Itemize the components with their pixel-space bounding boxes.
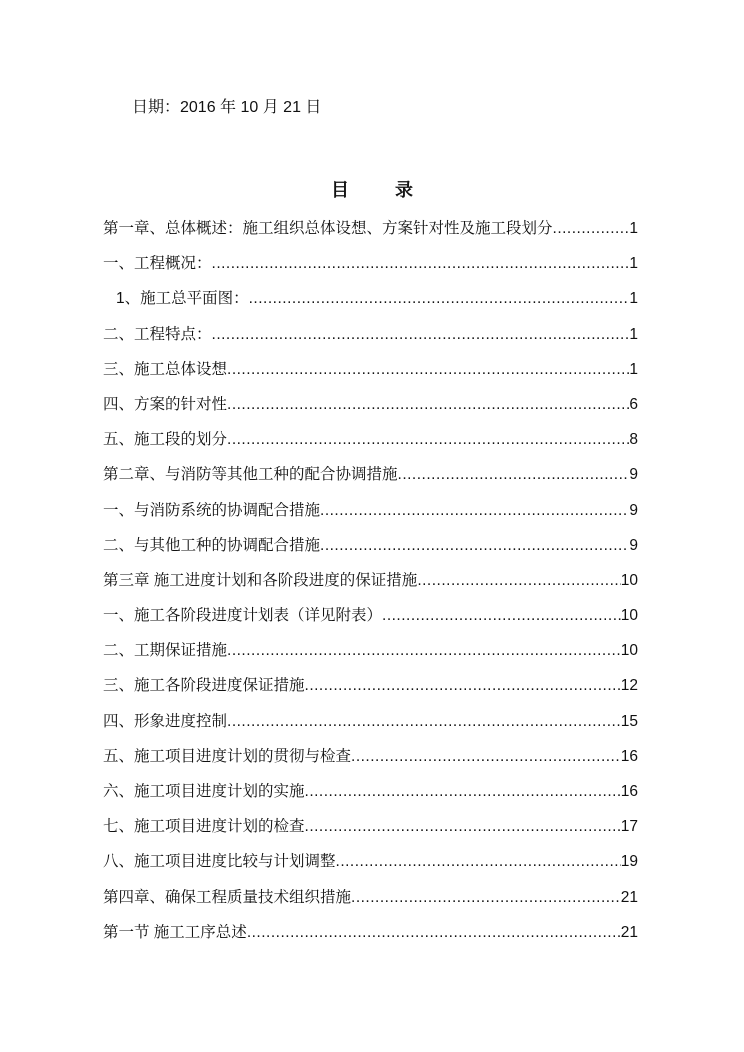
toc-dot-leader: [398, 461, 630, 489]
toc-entry-label: 二、与其他工种的协调配合措施: [103, 536, 321, 554]
toc-entry-label: 1、施工总平面图：: [116, 290, 249, 308]
toc-dot-leader: [351, 884, 621, 912]
toc-entry-page-number: 21: [620, 888, 638, 906]
toc-entry-label: 五、施工段的划分: [103, 431, 228, 449]
toc-entry-page-number: 16: [620, 747, 638, 765]
toc-dot-leader: [212, 250, 630, 278]
toc-entry-label: 第一章、总体概述：施工组织总体设想、方案针对性及施工段划分: [103, 220, 553, 237]
toc-entry-label: 第二章、与消防等其他工种的配合协调措施: [103, 466, 398, 484]
document-date: 日期：2016 年 10 月 21 日: [132, 99, 322, 116]
toc-entry-page-number: 10: [620, 607, 638, 625]
toc-dot-leader: [227, 708, 621, 736]
toc-entry-label: 八、施工项目进度比较与计划调整: [103, 853, 336, 871]
toc-entry[interactable]: [103, 356, 638, 391]
toc-heading-char-2: 录: [395, 180, 413, 200]
toc-dot-leader: [351, 743, 621, 771]
toc-entry-label: 一、与消防系统的协调配合措施: [103, 501, 321, 519]
toc-entry-page-number: 9: [629, 501, 638, 519]
toc-entry-page-number: 1: [629, 290, 638, 308]
toc-entry[interactable]: [103, 637, 638, 672]
toc-entry[interactable]: [103, 321, 638, 356]
toc-dot-leader: [305, 778, 621, 806]
toc-entry-label: 二、工期保证措施: [103, 642, 228, 660]
toc-entry[interactable]: [103, 708, 638, 743]
toc-entry-label: 七、施工项目进度计划的检查: [103, 818, 305, 836]
toc-entry[interactable]: [103, 743, 638, 778]
toc-entry[interactable]: [103, 461, 638, 496]
toc-entry-label: 三、施工总体设想: [103, 360, 228, 378]
toc-dot-leader: [227, 426, 629, 454]
toc-dot-leader: [553, 215, 630, 243]
toc-entry-page-number: 8: [629, 431, 638, 449]
toc-entry-page-number: 1: [629, 360, 638, 378]
toc-dot-leader: [336, 848, 621, 876]
toc-entry[interactable]: [103, 567, 638, 602]
toc-entry[interactable]: [103, 884, 638, 919]
toc-entry[interactable]: [103, 532, 638, 567]
toc-entry-label: 一、施工各阶段进度计划表（详见附表）: [103, 607, 383, 625]
toc-entry-page-number: 1: [629, 220, 638, 237]
toc-entry-page-number: 1: [629, 325, 638, 343]
toc-entry-label: 四、方案的针对性: [103, 395, 228, 413]
toc-entry[interactable]: [103, 919, 638, 954]
toc-entry-label: 二、工程特点：: [103, 325, 212, 343]
toc-entry[interactable]: [103, 391, 638, 426]
toc-entry-page-number: 9: [629, 536, 638, 554]
toc-entry-page-number: 21: [620, 923, 638, 941]
toc-dot-leader: [417, 567, 620, 595]
toc-entry[interactable]: [103, 848, 638, 883]
toc-entry-page-number: 17: [620, 818, 638, 836]
toc-entry[interactable]: [103, 250, 638, 285]
toc-entry-label: 五、施工项目进度计划的贯彻与检查: [103, 747, 352, 765]
toc-dot-leader: [249, 285, 630, 313]
toc-dot-leader: [320, 497, 629, 525]
toc-entry-label: 一、工程概况：: [103, 255, 212, 273]
toc-entry-page-number: 12: [620, 677, 638, 695]
toc-entry-page-number: 1: [629, 255, 638, 273]
toc-entry-page-number: 15: [620, 712, 638, 730]
toc-entry-page-number: 10: [620, 642, 638, 660]
toc-entry[interactable]: [103, 426, 638, 461]
table-of-contents: [103, 215, 638, 954]
toc-heading-char-1: 目: [331, 180, 349, 200]
toc-entry-label: 第三章 施工进度计划和各阶段进度的保证措施: [103, 571, 418, 589]
toc-dot-leader: [320, 532, 629, 560]
toc-entry[interactable]: [103, 215, 638, 250]
toc-entry-label: 第四章、确保工程质量技术组织措施: [103, 888, 352, 906]
toc-entry[interactable]: [103, 672, 638, 707]
toc-dot-leader: [305, 672, 621, 700]
toc-entry-page-number: 19: [620, 853, 638, 871]
toc-entry[interactable]: [103, 778, 638, 813]
toc-entry[interactable]: [103, 285, 638, 320]
toc-dot-leader: [227, 356, 629, 384]
toc-dot-leader: [305, 813, 621, 841]
toc-entry-label: 六、施工项目进度计划的实施: [103, 783, 305, 800]
toc-entry-label: 三、施工各阶段进度保证措施: [103, 677, 305, 695]
toc-dot-leader: [212, 321, 630, 349]
toc-heading: [0, 178, 744, 202]
toc-dot-leader: [227, 637, 621, 665]
toc-dot-leader: [227, 391, 629, 419]
toc-entry[interactable]: [103, 602, 638, 637]
toc-entry-page-number: 6: [629, 395, 638, 413]
toc-entry-page-number: 9: [629, 466, 638, 484]
toc-entry-label: 第一节 施工工序总述: [103, 923, 247, 941]
toc-dot-leader: [247, 919, 621, 947]
toc-entry-page-number: 10: [620, 571, 638, 589]
toc-dot-leader: [382, 602, 621, 630]
toc-entry-label: 四、形象进度控制: [103, 712, 228, 730]
toc-entry[interactable]: [103, 497, 638, 532]
toc-entry-page-number: 16: [620, 783, 638, 800]
toc-entry[interactable]: [103, 813, 638, 848]
